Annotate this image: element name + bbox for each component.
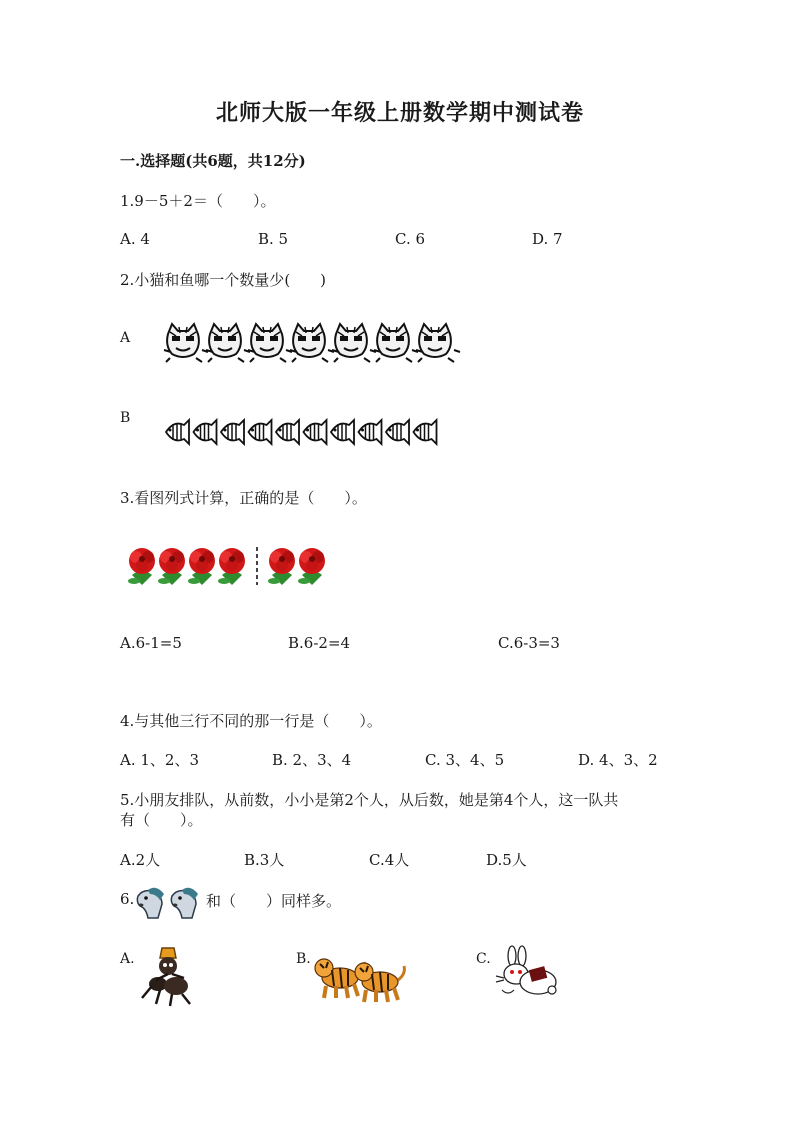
flower-icon: [298, 548, 325, 585]
horse-icon: [137, 888, 164, 918]
q4-option-a: A. 1、2、3: [120, 751, 199, 769]
fish-icon: [276, 420, 299, 444]
cat-icon: [164, 324, 208, 362]
q6-option-b: B.: [296, 951, 311, 967]
fish-illustration: [164, 418, 440, 448]
ant-illustration: [138, 944, 198, 1010]
fish-icon: [414, 420, 437, 444]
q4-option-b: B. 2、3、4: [272, 751, 352, 769]
q3-option-c: C.6-3=3: [498, 634, 560, 652]
question-6-suffix: 和（ ）同样多。: [206, 892, 342, 910]
q6-option-c: C.: [476, 951, 491, 967]
q2-option-b: B: [120, 410, 131, 426]
fish-icon: [331, 420, 354, 444]
cat-icon: [248, 324, 292, 362]
q1-option-b: B. 5: [258, 230, 289, 248]
flower-icon: [188, 548, 215, 585]
fish-icon: [166, 420, 189, 444]
q3-option-a: A.6-1=5: [120, 634, 182, 652]
tigers-illustration: [314, 952, 402, 1008]
question-2: 2.小猫和鱼哪一个数量少( ): [120, 271, 327, 289]
horses-illustration: [134, 886, 204, 922]
rabbit-icon: [496, 946, 556, 994]
question-3: 3.看图列式计算，正确的是（ ）。: [120, 489, 367, 507]
fish-icon: [249, 420, 272, 444]
question-5-line-1: 5.小朋友排队，从前数，小小是第2个人，从后数，她是第4个人，这一队共: [120, 791, 619, 809]
q5-option-b: B.3人: [244, 851, 285, 869]
flower-icon: [218, 548, 245, 585]
tiger-icon: [355, 963, 404, 1002]
q6-option-a: A.: [120, 951, 135, 967]
cat-icon: [416, 324, 460, 362]
flower-icon: [128, 548, 155, 585]
cat-icon: [290, 324, 334, 362]
flower-icon: [158, 548, 185, 585]
cat-icon: [332, 324, 376, 362]
section-heading: 一.选择题(共6题，共12分): [120, 152, 306, 170]
flower-icon: [268, 548, 295, 585]
q5-option-a: A.2人: [120, 851, 161, 869]
question-1: 1.9－5＋2＝（ ）。: [120, 192, 276, 210]
fish-icon: [221, 420, 244, 444]
q1-option-d: D. 7: [532, 230, 563, 248]
question-5-line-2: 有（ ）。: [120, 811, 203, 829]
q3-option-b: B.6-2=4: [288, 634, 351, 652]
flowers-illustration: [120, 541, 330, 589]
question-6-prefix: 6.: [120, 890, 135, 908]
horse-icon: [171, 888, 198, 918]
cat-icon: [374, 324, 418, 362]
q5-option-c: C.4人: [369, 851, 410, 869]
q4-option-d: D. 4、3、2: [578, 751, 658, 769]
ant-icon: [142, 948, 190, 1006]
fish-icon: [304, 420, 327, 444]
question-4: 4.与其他三行不同的那一行是（ ）。: [120, 712, 382, 730]
page-title: 北师大版一年级上册数学期中测试卷: [215, 100, 584, 126]
cats-illustration: [164, 322, 468, 364]
q4-option-c: C. 3、4、5: [425, 751, 505, 769]
cat-icon: [206, 324, 250, 362]
fish-icon: [194, 420, 217, 444]
q1-option-c: C. 6: [395, 230, 426, 248]
q5-option-d: D.5人: [486, 851, 527, 869]
rabbit-illustration: [494, 946, 564, 1004]
q1-option-a: A. 4: [120, 230, 150, 248]
fish-icon: [359, 420, 382, 444]
fish-icon: [386, 420, 409, 444]
q2-option-a: A: [120, 330, 131, 346]
